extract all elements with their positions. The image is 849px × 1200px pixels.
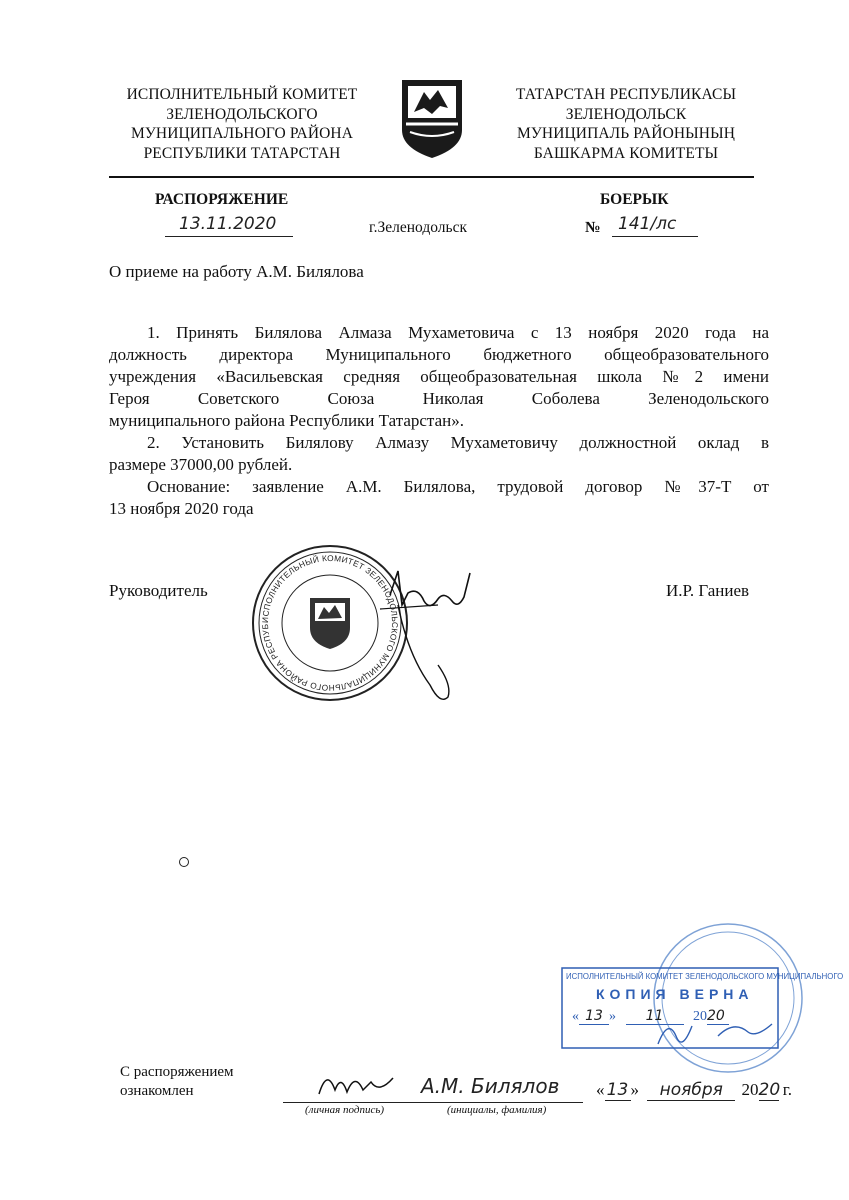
coat-of-arms-icon (400, 78, 464, 160)
stray-mark (179, 857, 189, 867)
copy-stamp-title: КОПИЯ ВЕРНА (596, 986, 754, 1002)
acknowledgement-label (120, 1063, 234, 1101)
header-left-line: ЗЕЛЕНОДОЛЬСКОГО (166, 105, 318, 123)
header-right-line: МУНИЦИПАЛЬ РАЙОНЫНЫҢ (516, 125, 736, 142)
ack-year: 20 (758, 1080, 781, 1100)
svg-text:ИСПОЛНИТЕЛЬНЫЙ КОМИТЕТ ЗЕЛЕНОД: ИСПОЛНИТЕЛЬНЫЙ КОМИТЕТ ЗЕЛЕНОДОЛЬСКОГО МУНИЦИПАЛЬНОГО РАЙОНА РЕСПУБ (259, 552, 401, 694)
number-line (612, 214, 698, 237)
ack-close-quote: » (630, 1080, 639, 1099)
header-right-line: БАШКАРМА КОМИТЕТЫ (533, 144, 719, 162)
director-signature (378, 565, 488, 710)
header-right-line: ЗЕЛЕНОДОЛЬСК (565, 105, 687, 123)
body-line: 13 ноября 2020 года (109, 499, 254, 518)
body-line: размере 37000,00 рублей. (109, 455, 293, 474)
ack-month: ноября (647, 1080, 735, 1101)
header-right-line: ТАТАРСТАН РЕСПУБЛИКАСЫ (515, 86, 737, 103)
body-line: 2. Установить Билялову Алмазу Мухаметовичу должностной оклад в (147, 433, 769, 452)
header-divider (109, 176, 754, 178)
ack-label-line: ознакомлен (120, 1083, 194, 1099)
header-left-block (108, 85, 376, 163)
copy-stamp-org: ИСПОЛНИТЕЛЬНЫЙ КОМИТЕТ ЗЕЛЕНОДОЛЬСКОГО МУНИЦИПАЛЬНОГО (566, 972, 844, 981)
header-left-line: МУНИЦИПАЛЬНОГО РАЙОНА (130, 125, 354, 142)
header-left-line: РЕСПУБЛИКИ ТАТАРСТАН (143, 144, 341, 162)
body-line: муниципального района Республики Татарстан». (109, 411, 464, 430)
ack-open-quote: « (596, 1080, 605, 1099)
date-line (165, 214, 293, 237)
ack-year-unit: г. (782, 1080, 793, 1099)
copy-stamp-year: 20 (707, 1008, 729, 1025)
signatory-position: Руководитель (109, 581, 208, 600)
copy-verified-stamp (558, 928, 844, 1078)
body-line: 1. Принять Билялова Алмаза Мухаметовича с 13 ноября 2020 года на (147, 323, 769, 342)
copy-stamp-month: 11 (626, 1008, 684, 1025)
order-city: г.Зеленодольск (369, 219, 467, 236)
header-left-line: ИСПОЛНИТЕЛЬНЫЙ КОМИТЕТ (126, 86, 358, 103)
signatory-name: И.Р. Ганиев (666, 581, 750, 600)
order-number: 141/лс (618, 214, 677, 234)
body-line: Героя Советского Союза Николая Соболева Зеленодольского (109, 389, 769, 408)
ack-year-prefix: 20 (741, 1080, 759, 1099)
header-right-block (494, 85, 758, 163)
order-number-label: № (585, 219, 601, 236)
caption-name: (инициалы, фамилия) (447, 1104, 547, 1116)
order-subject: О приеме на работу А.М. Билялова (109, 262, 364, 281)
ack-label-line: С распоряжением (120, 1064, 234, 1080)
doc-type-tt: БОЕРЫК (600, 191, 669, 208)
ack-day: 13 (605, 1080, 631, 1101)
body-line: учреждения «Васильевская средняя общеобразовательная школа №2 имени (109, 367, 769, 386)
body-line: должность директора Муниципального бюджетного общеобразовательного (109, 345, 769, 364)
ack-personal-signature (313, 1064, 403, 1104)
ack-signature-line (283, 1074, 583, 1103)
order-body (109, 322, 769, 520)
caption-signature: (личная подпись) (305, 1104, 384, 1116)
doc-type-ru: РАСПОРЯЖЕНИЕ (155, 191, 289, 208)
ack-date (596, 1080, 792, 1101)
body-line: Основание: заявление А.М. Билялова, трудовой договор №37-Т от (147, 477, 769, 496)
order-date: 13.11.2020 (179, 214, 277, 234)
ack-handwritten-name: А.М. Билялов (421, 1074, 560, 1098)
copy-stamp-date-row: « 13 » 11 2020 (572, 1008, 729, 1025)
copy-stamp-day: 13 (579, 1008, 609, 1025)
